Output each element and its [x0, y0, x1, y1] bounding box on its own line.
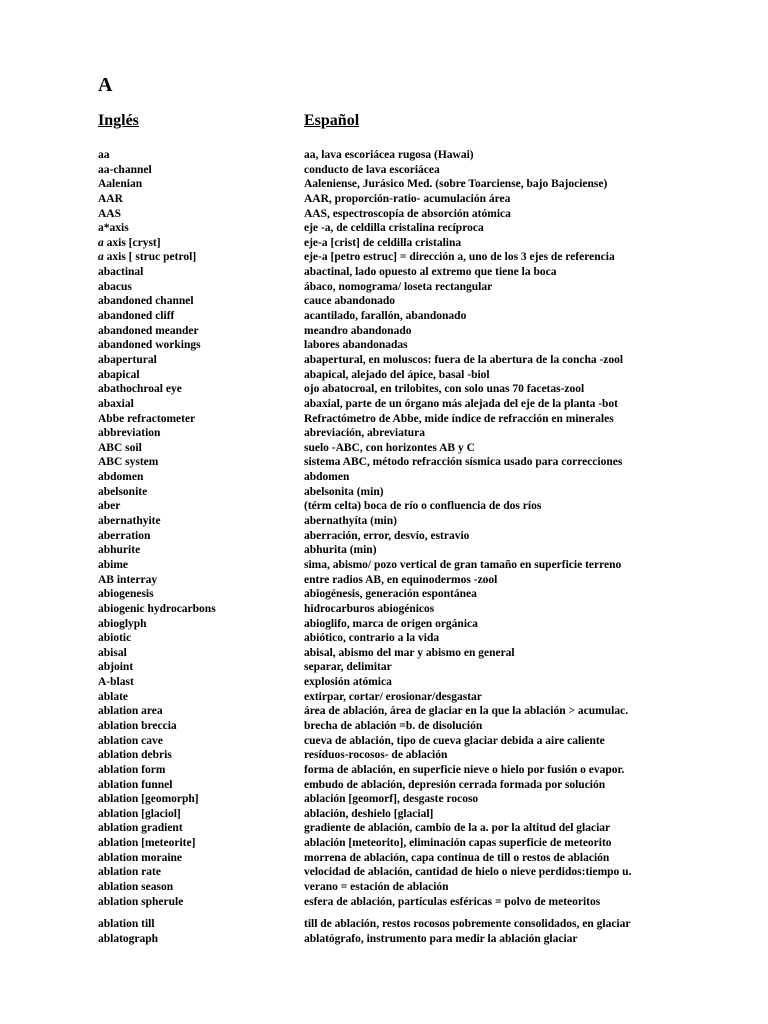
entry-row [98, 441, 748, 456]
entry-row [98, 646, 748, 661]
spanish-translation: abhurita (min) [304, 544, 377, 557]
entry-row [98, 821, 748, 836]
entry-row [98, 917, 748, 932]
entry-row [98, 250, 748, 265]
spanish-translation: gradiente de ablación, cambio de la a. por la altitud del glaciar [304, 822, 611, 835]
entry-row [98, 529, 748, 544]
spanish-translation: (térm celta) boca de río o confluencia de dos ríos [304, 500, 542, 513]
english-term: ablation [meteorite] [98, 837, 196, 850]
english-term: abandoned channel [98, 295, 194, 308]
spanish-translation: abisal, abismo del mar y abismo en general [304, 646, 515, 659]
english-term: abernathyite [98, 515, 161, 528]
entry-row [98, 617, 748, 632]
spanish-translation: aa, lava escoriácea rugosa (Hawai) [304, 149, 474, 161]
english-term [98, 236, 304, 251]
entry-row [98, 426, 748, 441]
entry-row [98, 895, 748, 910]
spanish-translation: forma de ablación, en superficie nieve o hielo por fusión o evapor. [304, 763, 625, 776]
spanish-translation: AAS, espectroscopía de absorción atómica [304, 207, 511, 220]
spanish-translation: Refractómetro de Abbe, mide índice de refracción en minerales [304, 412, 614, 425]
english-term: ablation rate [98, 866, 161, 879]
english-term: ablation [geomorph] [98, 793, 199, 806]
english-term: Abbe refractometer [98, 412, 196, 425]
english-term: abjoint [98, 661, 134, 674]
spanish-translation: aberración, error, desvío, estravio [304, 529, 470, 542]
english-term: ablation spherule [98, 895, 184, 908]
spanish-translation: abapical, alejado del ápice, basal -biol [304, 368, 490, 381]
spanish-translation: Aaleniense, Jurásico Med. (sobre Toarciense, bajo Bajociense) [304, 178, 608, 191]
english-term: abandoned meander [98, 324, 199, 337]
entry-row [98, 280, 748, 295]
spanish-translation: till de ablación, restos rocosos pobremente consolidados, en glaciar [304, 918, 631, 931]
spanish-translation: abiogénesis, generación espontánea [304, 588, 477, 601]
spanish-translation: abernathyíta (min) [304, 515, 397, 528]
spanish-translation: abapertural, en moluscos: fuera de la abertura de la concha -zool [304, 353, 624, 366]
english-term: abiogenic hydrocarbons [98, 602, 216, 615]
spanish-translation: acantilado, farallón, abandonado [304, 310, 467, 323]
spanish-translation: resíduos-rocosos- de ablación [304, 749, 448, 762]
english-term [98, 250, 304, 265]
english-term: ablation debris [98, 749, 172, 762]
english-term: abathochroal eye [98, 383, 182, 396]
english-term: ablation season [98, 881, 174, 894]
entry-row [98, 324, 748, 339]
english-term: abiogenesis [98, 588, 154, 601]
english-term: abactinal [98, 266, 144, 279]
column-header-spanish: Español [304, 112, 360, 129]
entry-row [98, 763, 748, 778]
spanish-translation: abaxial, parte de un órgano más alejada del eje de la planta -bot [304, 397, 619, 410]
entry-row [98, 470, 748, 485]
entry-row [98, 631, 748, 646]
entry-row [98, 412, 748, 427]
spanish-translation: cauce abandonado [304, 295, 396, 308]
english-term: ablation cave [98, 734, 163, 747]
entry-row [98, 807, 748, 822]
english-term: ablation till [98, 918, 155, 931]
spanish-translation: explosión atómica [304, 676, 392, 689]
spanish-translation: sistema ABC, método refracción sísmica usado para correcciones [304, 456, 623, 469]
english-term: A-blast [98, 676, 134, 689]
english-term: ABC soil [98, 441, 142, 454]
spanish-translation: verano = estación de ablación [304, 881, 449, 894]
spanish-translation: brecha de ablación =b. de disolución [304, 719, 483, 732]
english-term: aa [98, 149, 110, 161]
english-term: ablation [glaciol] [98, 807, 181, 820]
spanish-translation: abiótico, contrario a la vida [304, 632, 440, 645]
english-term: ablation form [98, 763, 166, 776]
entry-row [98, 675, 748, 690]
entry-row [98, 851, 748, 866]
entry-row [98, 236, 748, 251]
english-term: AB interray [98, 573, 158, 586]
entry-row [98, 455, 748, 470]
entry-row [98, 514, 748, 529]
spanish-translation: eje -a, de celdilla cristalina recíproca [304, 222, 484, 235]
entry-row [98, 558, 748, 573]
english-term: ablation area [98, 705, 163, 718]
entry-row [98, 880, 748, 895]
entry-row [98, 602, 748, 617]
english-term: abhurite [98, 544, 141, 557]
spanish-translation: ablación [meteorito], eliminación capas superficie de meteorito [304, 837, 612, 850]
entry-row [98, 704, 748, 719]
term-prefix: a [98, 251, 104, 264]
spanish-translation: ablación [geomorf], desgaste rocoso [304, 793, 479, 806]
spanish-translation: abreviación, abreviatura [304, 427, 425, 440]
english-term: abelsonite [98, 485, 148, 498]
english-term: Aalenian [98, 178, 143, 191]
term-rest: axis [cryst] [103, 236, 161, 249]
spanish-translation: ojo abatocroal, en trilobites, con solo unas 70 facetas-zool [304, 383, 585, 396]
english-term: abapertural [98, 353, 157, 366]
entry-row [98, 353, 748, 368]
entry-row [98, 792, 748, 807]
spanish-translation: entre radios AB, en equinodermos -zool [304, 573, 498, 586]
english-term: ablatograph [98, 932, 159, 945]
entry-row [98, 163, 748, 178]
entry-row [98, 397, 748, 412]
spanish-translation: abactinal, lado opuesto al extremo que tiene la boca [304, 266, 557, 279]
english-term: abandoned cliff [98, 310, 175, 323]
entry-row [98, 587, 748, 602]
spanish-translation: abioglifo, marca de origen orgánica [304, 617, 478, 630]
english-term: ablation moraine [98, 851, 183, 864]
english-term: abisal [98, 646, 127, 659]
entries-list [98, 148, 748, 947]
english-term: abandoned workings [98, 339, 201, 352]
entry-row [98, 368, 748, 383]
english-term: abapical [98, 368, 140, 381]
spanish-translation: abelsonita (min) [304, 485, 384, 498]
term-rest: axis [ struc petrol] [103, 251, 197, 264]
section-letter: A [98, 74, 113, 96]
spanish-translation: embudo de ablación, depresión cerrada formada por solución [304, 778, 606, 791]
spanish-translation: ábaco, nomograma/ loseta rectangular [304, 280, 493, 293]
entry-row [98, 207, 748, 222]
english-term: ablation breccia [98, 719, 177, 732]
entry-row [98, 932, 748, 947]
spanish-translation: esfera de ablación, partículas esféricas = polvo de meteoritos [304, 895, 601, 908]
spanish-translation: conducto de lava escoriácea [304, 163, 440, 176]
english-term: aber [98, 500, 121, 513]
english-term: AAS [98, 207, 122, 220]
entry-row [98, 573, 748, 588]
english-term: ablation gradient [98, 822, 183, 835]
english-term: aa-channel [98, 163, 152, 176]
spanish-translation: cueva de ablación, tipo de cueva glaciar debida a aire caliente [304, 734, 605, 747]
spanish-translation: extirpar, cortar/ erosionar/desgastar [304, 690, 482, 703]
spanish-translation: velocidad de ablación, cantidad de hielo o nieve perdidos:tiempo u. [304, 866, 632, 879]
english-term: aberration [98, 529, 151, 542]
entry-row [98, 865, 748, 880]
spanish-translation: meandro abandonado [304, 324, 412, 337]
entry-row [98, 543, 748, 558]
entry-row [98, 778, 748, 793]
entry-row [98, 499, 748, 514]
entry-row [98, 719, 748, 734]
entry-row [98, 748, 748, 763]
english-term: a*axis [98, 222, 129, 235]
spanish-translation: AAR, proporción-ratio- acumulación área [304, 192, 511, 205]
entry-row [98, 485, 748, 500]
spanish-translation: ablación, deshielo [glacial] [304, 807, 434, 820]
entry-row [98, 177, 748, 192]
entry-row [98, 382, 748, 397]
english-term: abime [98, 558, 129, 571]
spanish-translation: hidrocarburos abiogénicos [304, 602, 435, 615]
entry-row [98, 690, 748, 705]
english-term: abioglyph [98, 617, 147, 630]
entry-row [98, 660, 748, 675]
spanish-translation: labores abandonadas [304, 339, 408, 352]
english-term: abbreviation [98, 427, 161, 440]
english-term: abiotic [98, 632, 132, 645]
english-term: abaxial [98, 397, 134, 410]
column-header-english: Inglés [98, 112, 139, 129]
english-term: ablate [98, 690, 129, 703]
english-term: ABC system [98, 456, 159, 469]
spanish-translation: suelo -ABC, con horizontes AB y C [304, 441, 475, 454]
spanish-translation: ablatógrafo, instrumento para medir la ablación glaciar [304, 932, 578, 945]
english-term: AAR [98, 192, 123, 205]
entry-row [98, 338, 748, 353]
spanish-translation: sima, abismo/ pozo vertical de gran tamaño en superficie terreno [304, 558, 622, 571]
spanish-translation: morrena de ablación, capa continua de till o restos de ablación [304, 851, 610, 864]
entry-row [98, 836, 748, 851]
spanish-translation: eje-a [crist] de celdilla cristalina [304, 236, 462, 249]
entry-row [98, 294, 748, 309]
spanish-translation: área de ablación, área de glaciar en la que la ablación > acumulac. [304, 705, 629, 718]
english-term: abacus [98, 280, 132, 293]
spanish-translation: abdomen [304, 471, 350, 484]
spanish-translation: eje-a [petro estruc] = dirección a, uno de los 3 ejes de referencia [304, 251, 615, 264]
entry-row [98, 192, 748, 207]
entry-row [98, 148, 748, 163]
spanish-translation: separar, delimitar [304, 661, 392, 674]
entry-row [98, 265, 748, 280]
term-prefix: a [98, 236, 104, 249]
entry-row [98, 221, 748, 236]
entry-row [98, 734, 748, 749]
english-term: ablation funnel [98, 778, 173, 791]
english-term: abdomen [98, 471, 144, 484]
entry-row [98, 309, 748, 324]
